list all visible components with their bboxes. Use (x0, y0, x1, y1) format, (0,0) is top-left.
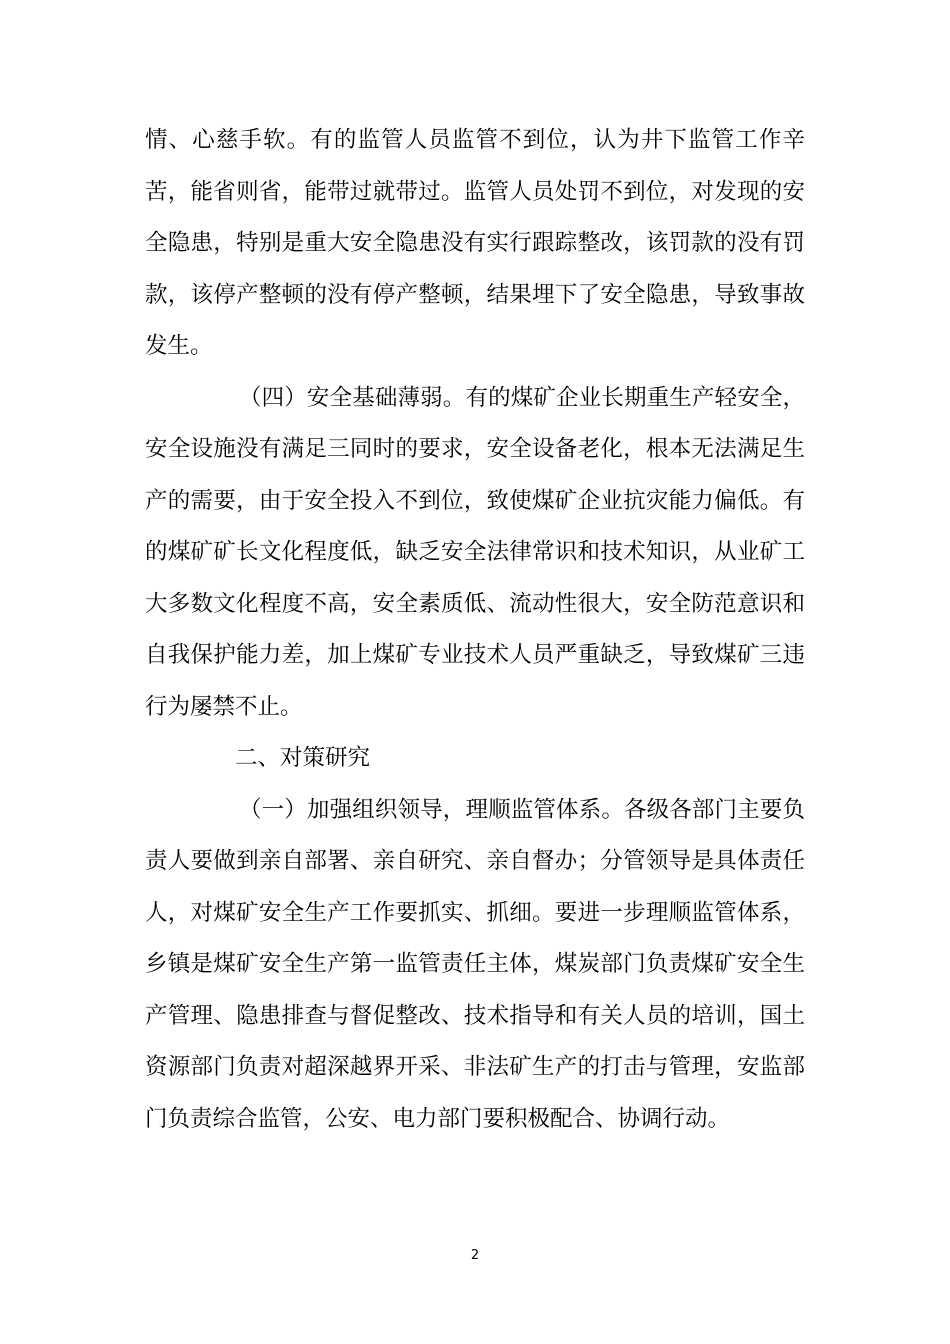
paragraph-continuation: 情、心慈手软。有的监管人员监管不到位，认为井下监管工作辛苦，能省则省，能带过就带过。监管人员处罚不到位，对发现的安全隐患，特别是重大安全隐患没有实行跟踪整改，该罚款的没有罚款，该停产整顿的没有停产整顿，结果埋下了安全隐患，导致事故发生。 (145, 127, 805, 359)
paragraph-organization-leadership: （一）加强组织领导，理顺监管体系。各级各部门主要负责人要做到亲自部署、亲自研究、亲自督办；分管领导是具体责任人，对煤矿安全生产工作要抓实、抓细。要进一步理顺监管体系，乡镇是煤矿安全生产第一监管责任主体，煤炭部门负责煤矿安全生产管理、隐患排查与督促整改、技术指导和有关人员的培训，国土资源部门负责对超深越界开采、非法矿生产的打击与管理，安监部门负责综合监管，公安、电力部门要积极配合、协调行动。 (145, 796, 805, 1132)
body-text (145, 115, 805, 1145)
paragraph-safety-foundation: （四）安全基础薄弱。有的煤矿企业长期重生产轻安全，安全设施没有满足三同时的要求，安全设备老化，根本无法满足生产的需要，由于安全投入不到位，致使煤矿企业抗灾能力偏低。有的煤矿矿长文化程度低，缺乏安全法律常识和技术知识，从业矿工大多数文化程度不高，安全素质低、流动性很大，安全防范意识和自我保护能力差，加上煤矿专业技术人员严重缺乏，导致煤矿三违行为屡禁不止。 (145, 384, 805, 720)
section-heading-countermeasures: 二、对策研究 (235, 745, 371, 771)
page-number: 2 (470, 1248, 480, 1263)
